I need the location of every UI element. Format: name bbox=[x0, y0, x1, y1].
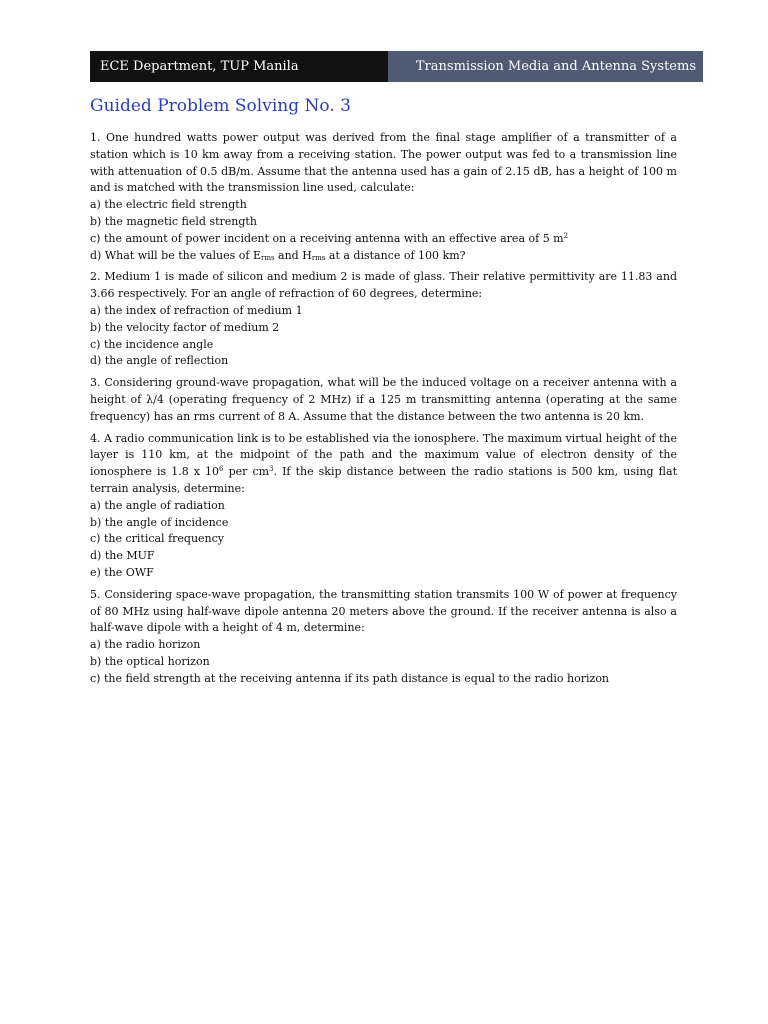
problem-item: a) the radio horizon bbox=[90, 638, 201, 652]
stem-text: per cm bbox=[223, 465, 270, 479]
problem-item: a) the angle of radiation bbox=[90, 498, 225, 512]
problem-item: d) the MUF bbox=[90, 549, 155, 563]
problem-stem: 5. Considering space-wave propagation, the transmitting station transmits 100 W of power at frequency of 80 MHz using half-wave dipole antenna 20 meters above the ground. If the receiver antenna is also a half-wave dipole with a height of 4 m, determine: bbox=[90, 587, 677, 635]
problem-1 bbox=[90, 130, 677, 264]
stem-text: 4. A radio communication link is to be established via the ionosphere. The maximum virtual height of the layer is 110 km, at the midpoint of the path and the maximum value of electron density of the ionosphere is 1.8 x 10 bbox=[90, 431, 677, 479]
problem-stem: 3. Considering ground-wave propagation, what will be the induced voltage on a receiver antenna with a height of λ/4 (operating frequency of 2 MHz) if a 125 m transmitting antenna (operating at the same frequency) has an rms current of 8 A. Assume that the distance between the two antenna is 20 km. bbox=[90, 376, 677, 423]
item-text: at a distance of 100 km? bbox=[325, 248, 466, 262]
problem-item: c) the critical frequency bbox=[90, 532, 225, 546]
superscript: 2 bbox=[563, 231, 569, 240]
problem-stem: 2. Medium 1 is made of silicon and medium 2 is made of glass. Their relative permittivity are 11.83 and 3.66 respectively. For an angle of refraction of 60 degrees, determine: bbox=[90, 270, 677, 301]
problem-stem: 1. One hundred watts power output was derived from the final stage amplifier of a transmitter of a station which is 10 km away from a receiving station. The power output was fed to a transmission line with attenuation of 0.5 dB/m. Assume that the antenna used has a gain of 2.15 dB, has a height of 100 m and is matched with the transmission line used, calculate: bbox=[90, 131, 677, 195]
superscript: 3 bbox=[269, 465, 274, 474]
page-header bbox=[90, 51, 703, 82]
item-text: and H bbox=[274, 248, 312, 262]
problem-item: b) the optical horizon bbox=[90, 654, 210, 668]
problem-4 bbox=[90, 431, 677, 582]
subscript: rms bbox=[311, 253, 326, 262]
problem-item: c) the field strength at the receiving antenna if its path distance is equal to the radio horizon bbox=[90, 671, 610, 685]
header-course-title: Transmission Media and Antenna Systems bbox=[388, 51, 703, 82]
problem-item: b) the magnetic field strength bbox=[90, 214, 257, 228]
page-title: Guided Problem Solving No. 3 bbox=[90, 96, 351, 116]
superscript: 6 bbox=[219, 465, 224, 474]
item-text: c) the amount of power incident on a receiving antenna with an effective area of 5 m bbox=[90, 231, 564, 245]
header-department: ECE Department, TUP Manila bbox=[90, 51, 388, 82]
problem-item: e) the OWF bbox=[90, 565, 154, 579]
problem-item bbox=[90, 231, 677, 248]
problem-item: b) the velocity factor of medium 2 bbox=[90, 320, 280, 334]
problem-3 bbox=[90, 375, 677, 425]
problem-item: a) the index of refraction of medium 1 bbox=[90, 303, 303, 317]
problem-stem bbox=[90, 431, 677, 498]
problem-item: d) the angle of reflection bbox=[90, 354, 229, 368]
problem-item bbox=[90, 248, 677, 265]
problem-item: a) the electric field strength bbox=[90, 198, 247, 212]
problem-list bbox=[90, 130, 677, 693]
problem-item: b) the angle of incidence bbox=[90, 515, 229, 529]
subscript: rms bbox=[260, 253, 275, 262]
item-text: d) What will be the values of E bbox=[90, 248, 261, 262]
stem-text: . If the skip distance between the radio stations is 500 km, using flat terrain analysis, determine: bbox=[90, 465, 677, 495]
problem-5 bbox=[90, 587, 677, 688]
problem-item: c) the incidence angle bbox=[90, 337, 214, 351]
problem-2 bbox=[90, 269, 677, 370]
